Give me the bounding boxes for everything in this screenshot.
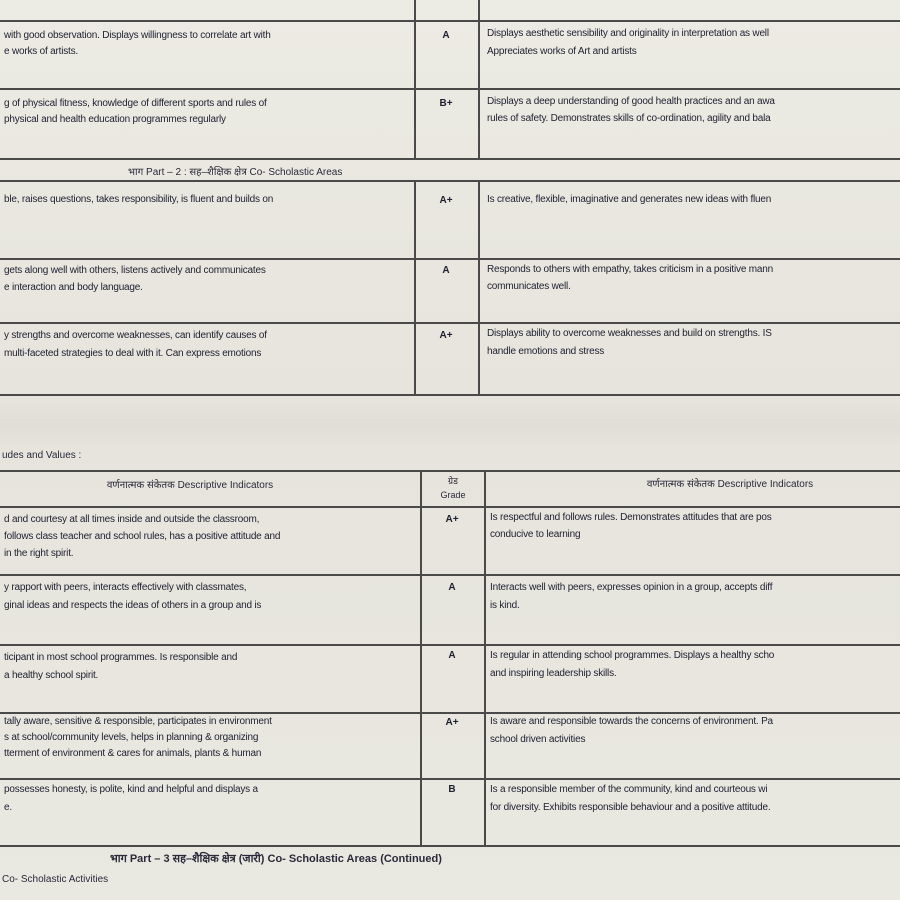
column-divider <box>478 180 480 394</box>
indicator-text: Is creative, flexible, imaginative and generates new ideas with fluen <box>487 194 772 205</box>
indicator-text: Responds to others with empathy, takes criticism in a positive mann <box>487 264 773 275</box>
indicator-text: Is aware and responsible towards the concerns of environment. Pa <box>490 716 773 727</box>
indicator-text: conducive to learning <box>490 529 581 540</box>
indicator-text: communicates well. <box>487 281 571 292</box>
row-divider <box>0 180 900 182</box>
descriptive-text: e. <box>4 802 12 813</box>
descriptive-text: e works of artists. <box>4 46 78 57</box>
indicator-text: for diversity. Exhibits responsible behaviour and a positive attitude. <box>490 802 771 813</box>
part3-title: भाग Part – 3 सह–शैक्षिक क्षेत्र (जारी) Co- Scholastic Areas (Continued) <box>110 853 442 865</box>
grade-value: A <box>448 582 456 593</box>
grade-value: A <box>442 30 450 41</box>
row-divider <box>0 845 900 847</box>
grade-value: B <box>448 784 456 795</box>
descriptive-text: g of physical fitness, knowledge of different sports and rules of <box>4 98 267 109</box>
descriptive-text: ble, raises questions, takes responsibility, is fluent and builds on <box>4 194 274 205</box>
row-divider <box>0 574 900 576</box>
descriptive-text: tally aware, sensitive & responsible, participates in environment <box>4 716 272 727</box>
descriptive-text: y strengths and overcome weaknesses, can identify causes of <box>4 330 267 341</box>
row-divider <box>0 322 900 324</box>
descriptive-text: e interaction and body language. <box>4 282 143 293</box>
indicator-text: Is a responsible member of the community, kind and courteous wi <box>490 784 768 795</box>
row-divider <box>0 88 900 90</box>
row-divider <box>0 158 900 160</box>
column-divider <box>484 470 486 845</box>
indicator-text: is kind. <box>490 600 520 611</box>
row-divider <box>0 394 900 396</box>
descriptive-text: y rapport with peers, interacts effectively with classmates, <box>4 582 247 593</box>
grade-header: Grade <box>440 490 466 500</box>
descriptive-text: s at school/community levels, helps in planning & organizing <box>4 732 259 743</box>
indicator-text: Is respectful and follows rules. Demonstrates attitudes that are pos <box>490 512 772 523</box>
row-divider <box>0 258 900 260</box>
descriptive-indicators-header: वर्णनात्मक संकेतक Descriptive Indicators <box>646 479 814 490</box>
row-divider <box>0 470 900 472</box>
descriptive-text: ginal ideas and respects the ideas of others in a group and is <box>4 600 262 611</box>
column-divider <box>414 0 416 158</box>
indicator-text: rules of safety. Demonstrates skills of co-ordination, agility and bala <box>487 113 771 124</box>
descriptive-text: gets along well with others, listens actively and communicates <box>4 265 266 276</box>
descriptive-text: ticipant in most school programmes. Is responsible and <box>4 652 238 663</box>
scan-smudge <box>0 400 900 450</box>
indicator-text: Displays aesthetic sensibility and originality in interpretation as well <box>487 28 769 39</box>
row-divider <box>0 506 900 508</box>
descriptive-text: tterment of environment & cares for animals, plants & human <box>4 748 262 759</box>
descriptive-text: follows class teacher and school rules, has a positive attitude and <box>4 531 281 542</box>
grade-value: A+ <box>445 717 459 728</box>
grade-value: A+ <box>445 514 459 525</box>
descriptive-text: possesses honesty, is polite, kind and helpful and displays a <box>4 784 258 795</box>
grade-header-hindi: ग्रेड <box>448 476 458 486</box>
column-divider <box>414 180 416 394</box>
indicator-text: Appreciates works of Art and artists <box>487 46 637 57</box>
indicator-text: school driven activities <box>490 734 586 745</box>
grade-value: B+ <box>439 98 453 109</box>
column-divider <box>478 0 480 158</box>
descriptive-text: in the right spirit. <box>4 548 74 559</box>
descriptive-text: multi-faceted strategies to deal with it. Can express emotions <box>4 348 262 359</box>
row-divider <box>0 644 900 646</box>
indicator-text: handle emotions and stress <box>487 346 605 357</box>
descriptive-text: with good observation. Displays willingness to correlate art with <box>4 30 271 41</box>
attitudes-title: udes and Values : <box>2 450 82 461</box>
row-divider <box>0 20 900 22</box>
descriptive-text: d and courtesy at all times inside and outside the classroom, <box>4 514 260 525</box>
indicator-text: Is regular in attending school programmes. Displays a healthy scho <box>490 650 775 661</box>
grade-value: A <box>442 265 450 276</box>
descriptive-text: physical and health education programmes regularly <box>4 114 226 125</box>
indicator-text: Displays a deep understanding of good health practices and an awa <box>487 96 775 107</box>
row-divider <box>0 778 900 780</box>
grade-value: A+ <box>439 330 453 341</box>
grade-value: A+ <box>439 195 453 206</box>
indicator-text: Interacts well with peers, expresses opinion in a group, accepts diff <box>490 582 773 593</box>
coscholastic-activities-label: Co- Scholastic Activities <box>2 874 109 885</box>
part2-title: भाग Part – 2 : सह–शैक्षिक क्षेत्र Co- Scholastic Areas <box>128 167 343 178</box>
grade-value: A <box>448 650 456 661</box>
indicator-text: and inspiring leadership skills. <box>490 668 617 679</box>
descriptive-indicators-header: वर्णनात्मक संकेतक Descriptive Indicators <box>106 480 274 491</box>
descriptive-text: a healthy school spirit. <box>4 670 99 681</box>
indicator-text: Displays ability to overcome weaknesses and build on strengths. IS <box>487 328 772 339</box>
